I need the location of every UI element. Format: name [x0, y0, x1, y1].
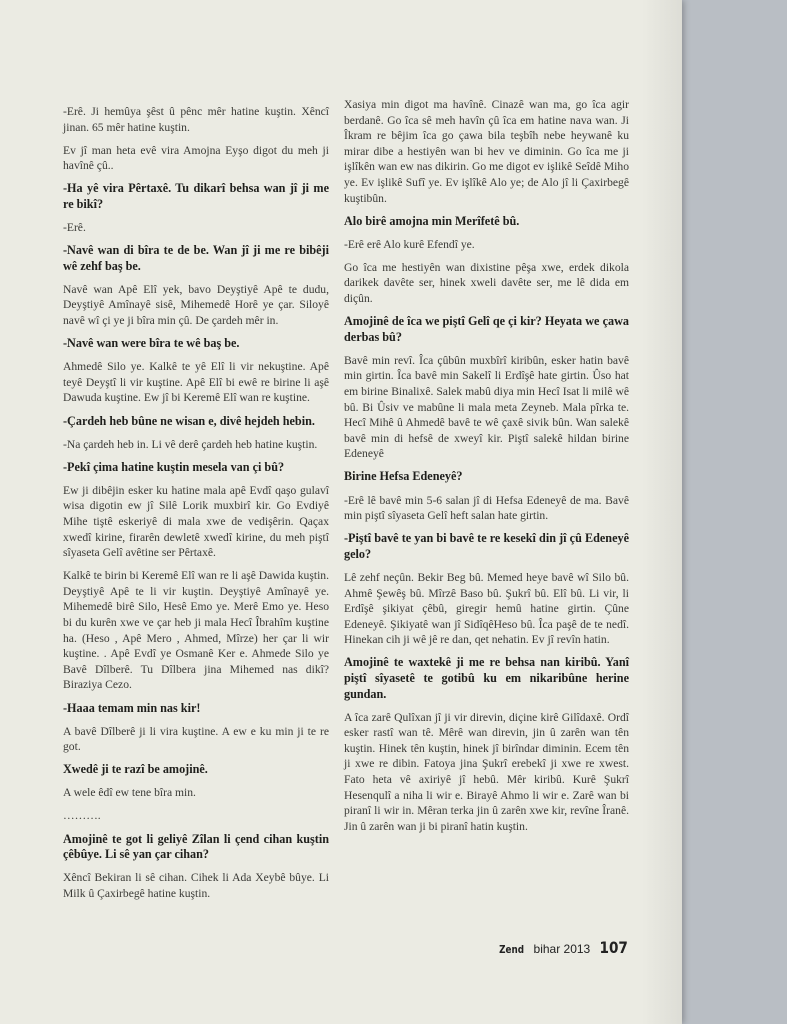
- interview-answer: -Erê erê Alo kurê Efendî ye.: [344, 237, 475, 251]
- interview-question: Alo birê amojna min Merîfetê bû.: [344, 213, 520, 228]
- interview-question: -Çardeh heb bûne ne wisan e, divê hejdeh hebin.: [63, 413, 315, 428]
- interview-answer: A bavê Dîlberê ji li vira kuştine. A ew e ku min ji te re got.: [63, 724, 329, 754]
- interview-answer: ……….: [63, 809, 101, 823]
- interview-answer: Bavê min revî. Îca çûbûn muxbîrî kiribûn, esker hatin bavê min girtin. Îca bavê min Sakelî li Erdîşê hate girtin. Ûso hat em birine Binalixê. Salek mabû diya min Hecî Isat li milê wê bû. Bi Ûsiv ve mabûne li mala meta Zeyneb. Mala pîrka te. Hecî Mihê û Ahmedê bavê te wê çaxê sivik bûn. Wan salekê bavê min di hefsê de xweyî kir. Piştî salekê hildan birine Edeneyê: [344, 353, 629, 461]
- interview-question: Amojinê te got li geliyê Zîlan li çend cihan kuştin çêbûye. Li sê yan çar cihan?: [63, 831, 329, 862]
- right-column: [344, 97, 629, 842]
- interview-question: Amojinê te waxtekê ji me re behsa nan kiribû. Yanî piştî sîyasetê te gotibû ku em nikaribûne herine gundan.: [344, 655, 629, 701]
- interview-answer: -Na çardeh heb in. Li vê derê çardeh heb hatine kuştin.: [63, 437, 318, 451]
- page-number: 107: [599, 938, 628, 957]
- interview-answer: -Erê.: [63, 221, 86, 235]
- left-column: [63, 104, 329, 909]
- interview-answer: Ew ji dibêjin esker ku hatine mala apê Evdî qaşo gulavî wisa digotin ew jî Silê Lorik muxbirî kir. Go Evdiyê Mihe tiştê eskeriyê di mala xwe de vedişêrin. Qaçax xwedî kirine, firarên dewletê xwedî kirine, du meh piştî sîyaseta Gelî avêtine ser Pêrtaxê.: [63, 483, 329, 560]
- interview-answer: Kalkê te birin bi Keremê Elî wan re li aşê Dawida kuştin. Deyştiyê Apê te li vir kuştin. Deyştiyê Amînayê ye. Mihemedê birê Silo, Hesê Emo ye. Merê Emo ye. Heso bi du kurên xwe ve çar heb ji mala Hecî Îbrahîm kuştine ha. (Heso , Apê Mero , Ahmed, Mîrze) her çar li wir kuştine. . Apê Evdî ye Osmanê Ker e. Ahmede Silo ye Bavê Dîlberê. Tu Dîlbera jina Mihemed nas dikî? Biraziya Cezo.: [63, 569, 329, 692]
- interview-question: -Haaa temam min nas kir!: [63, 700, 201, 715]
- magazine-name: Zend: [499, 943, 525, 956]
- page-footer: [496, 938, 630, 957]
- interview-question: -Piştî bavê te yan bi bavê te re kesekî din jî çû Edeneyê gelo?: [344, 531, 629, 561]
- interview-question: -Navê wan were bîra te wê baş be.: [63, 336, 240, 351]
- interview-answer: A wele êdî ew tene bîra min.: [63, 786, 196, 800]
- interview-answer: Ahmedê Silo ye. Kalkê te yê Elî li vir nekuştine. Apê teyê Deyştî li vir kuştine. Apê Elî bi ewê re birine li aşê Dawuda kuştine. Ew jî bi Keremê Elî wan re kuştine.: [63, 360, 329, 405]
- interview-answer: Ev jî man heta evê vira Amojna Eyşo digot du meh ji havînê çû..: [63, 143, 329, 173]
- interview-question: -Navê wan di bîra te de be. Wan jî ji me re bibêji wê zehf baş be.: [63, 243, 329, 273]
- interview-question: Xwedê ji te razî be amojinê.: [63, 762, 208, 777]
- interview-question: Amojinê de îca we piştî Gelî qe çi kir? Heyata we çawa derbas bû?: [344, 314, 629, 344]
- interview-answer: -Erê. Ji hemûya şêst û pênc mêr hatine kuştin. Xêncî jinan. 65 mêr hatine kuştin.: [63, 105, 329, 134]
- interview-answer: A îca zarê Qulîxan jî ji vir direvin, diçine kirê Gilîdaxê. Ordî esker rastî wan tê. Mêrê wan direvin, jin û zarên wan tên kuştin. Hinek tên kuştin, hinek jî birîndar diminin. Ecem tên ji xwe re dibin. Fatoya jina Şukrî erebekî ji xwe re xwest. Fato heta vê axiriyê jî hebû. Mêr kiribû. Kurê Şukrî Hesenqulî a niha li wir e. Birayê Ahmo li wir e. Zarê wan bi piranî li wir in. Mêran terka jin û zarên xwe kir, revîne Îranê. Jin û zarên wan ji bi piranî hatin kuştin.: [344, 710, 629, 833]
- issue-label: bihar 2013: [533, 942, 591, 956]
- interview-answer: Xasiya min digot ma havînê. Cinazê wan ma, go îca agir berdanê. Go îca sê meh havîn çû îca em hatine nava wan. Ji Îkram re bêjim îca go çawa bila teşbîh nebe heywanê ku mirar dibe a hestiyên wan bi hev ve diminin. Go îca me ji işlîkên wan ew nas dikirin. Go me digot ev işlikê Seîdê Miho ye. Ev işlikê Sufî ye. Ev işlîkê Alo ye; de Alo jî li Çaxirbegê kuştibûn.: [344, 98, 629, 205]
- interview-answer: Go îca me hestiyên wan dixistine pêşa xwe, erdek dikola darikek davête ser, hinek xweli davête ser, me lê dida em diçûn.: [344, 260, 629, 306]
- interview-question: Birine Hefsa Edeneyê?: [344, 469, 463, 484]
- interview-answer: -Erê lê bavê min 5-6 salan jî di Hefsa Edeneyê de ma. Bavê min piştî sîyaseta Gelî heft salan hate girtin.: [344, 493, 629, 523]
- interview-question: -Ha yê vira Pêrtaxê. Tu dikarî behsa wan jî ji me re bikî?: [63, 181, 329, 211]
- interview-answer: Lê zehf neçûn. Bekir Beg bû. Memed heye bavê wî Silo bû. Ahmê Şewêş bû. Mîrzê Baso bû. Şukrî bû. Elî bû. Li vir, li Erdîşê şikiyat çêbû, giregir hemû hatine girtin. Çûne Edeneyê. Şikiyatê wan jî SidîqêHeso bû. Îca paşê de te nedî. Hinekan cih ji wê jê re dan, qet nehatin. Ev jî revîn hatin.: [344, 570, 629, 647]
- interview-answer: Navê wan Apê Elî yek, bavo Deyştiyê Apê te dudu, Deyştiyê Amînayê sisê, Mihemedê Horê ye çar. Siloyê navê wî çi ye ji bîra min çû. De çardeh mêr in.: [63, 282, 329, 328]
- interview-question: -Pekî çima hatine kuştin mesela van çi bû?: [63, 459, 285, 474]
- interview-answer: Xêncî Bekiran li sê cihan. Cihek li Ada Xeybê bûye. Li Milk û Çaxirbegê hatine kuştin.: [63, 871, 329, 900]
